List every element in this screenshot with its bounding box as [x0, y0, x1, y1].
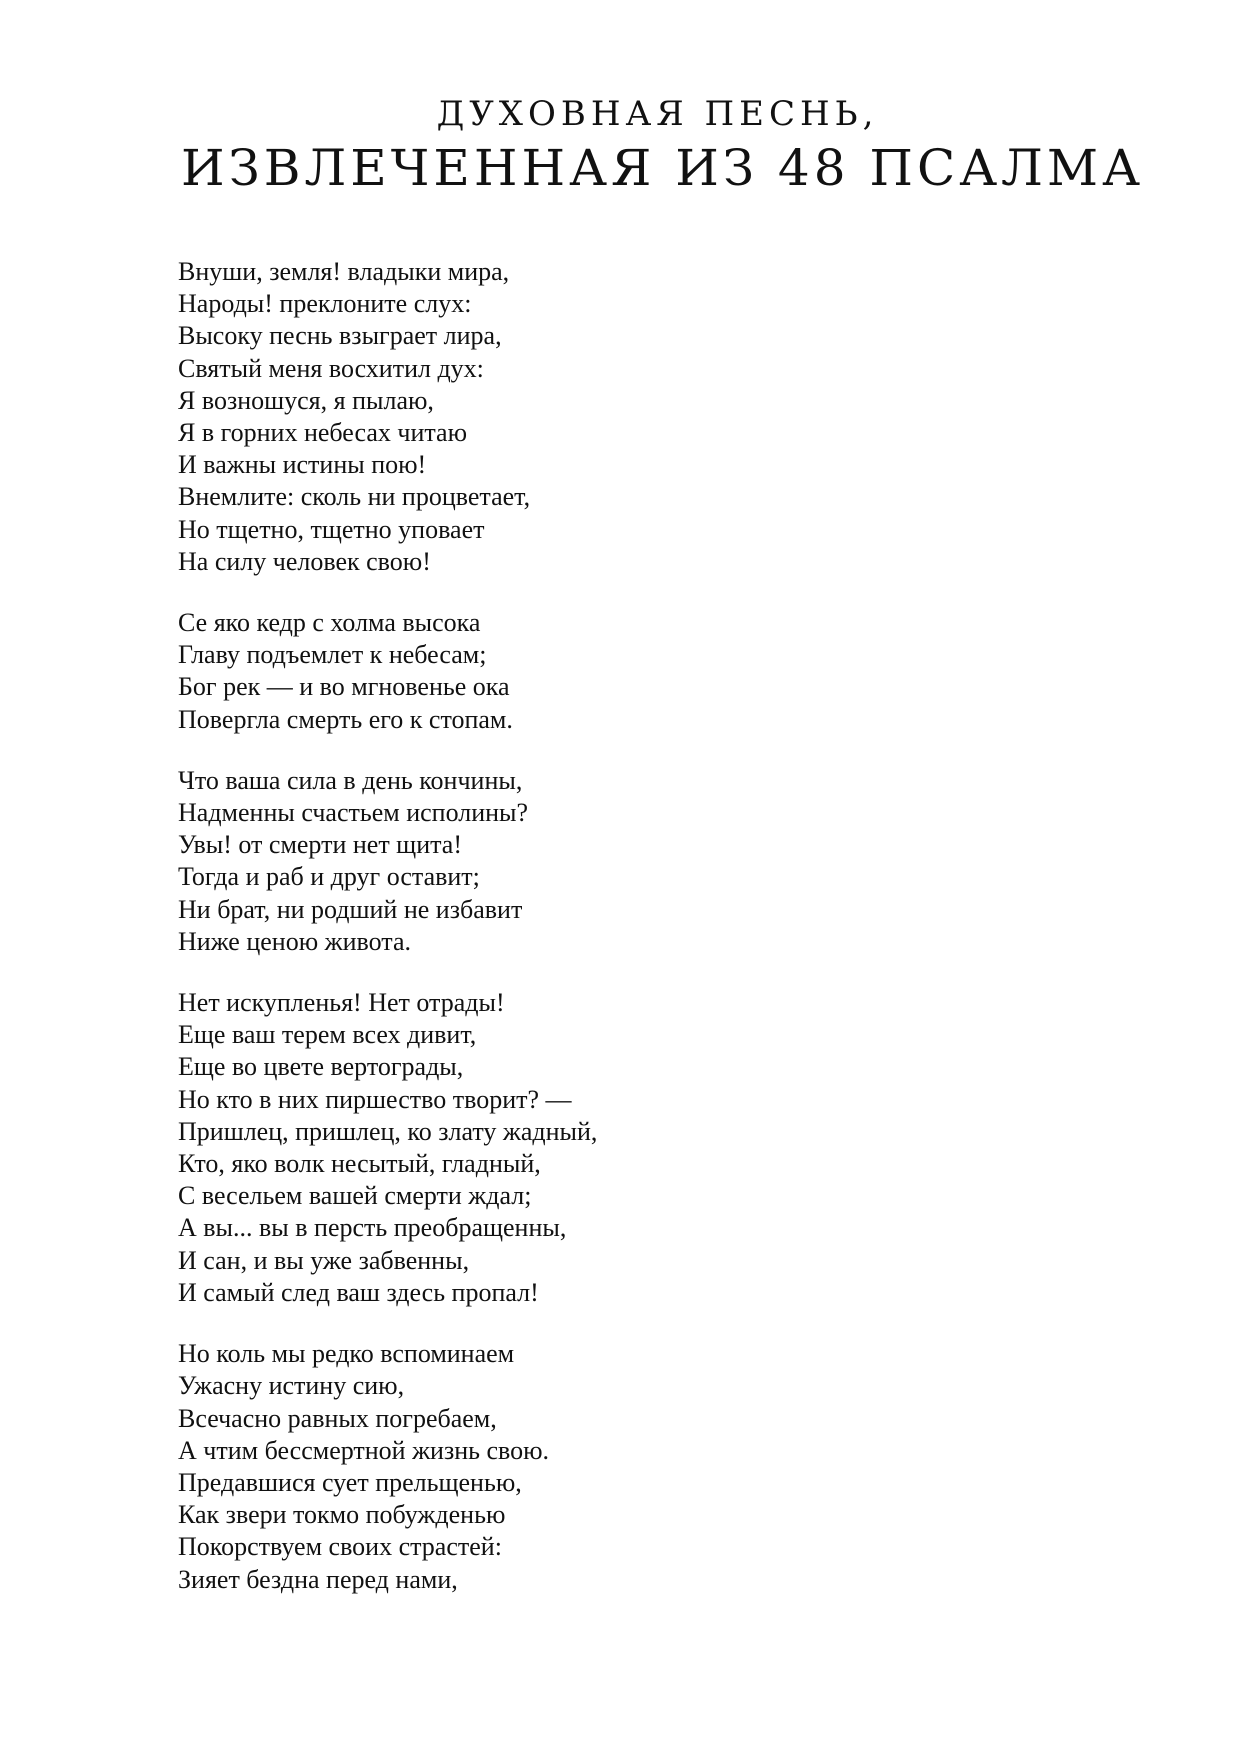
poem-line: Нет искупленья! Нет отрады! — [178, 988, 505, 1018]
poem-line: А вы... вы в персть преобращенны, — [178, 1213, 567, 1243]
poem-line: Я в горних небесах читаю — [178, 418, 468, 448]
stanza-3 — [178, 765, 1078, 958]
poem-line: Надменны счастьем исполины? — [178, 798, 529, 828]
poem-line: Ужасну истину сию, — [178, 1371, 405, 1401]
poem-line: Внемлите: сколь ни процветает, — [178, 482, 531, 512]
stanza-1 — [178, 256, 1078, 578]
poem-line: Что ваша сила в день кончины, — [178, 765, 523, 795]
poem-line: Пришлец, пришлец, ко злату жадный, — [178, 1116, 598, 1146]
poem-line: Повергла смерть его к стопам. — [178, 704, 513, 734]
poem-line: И самый след ваш здесь пропал! — [178, 1277, 539, 1307]
poem-line: Внуши, земля! владыки мира, — [178, 257, 510, 286]
poem-line: Как звери токмо побужденью — [178, 1500, 506, 1530]
poem-line: Еще ваш терем всех дивит, — [178, 1020, 477, 1050]
poem-line: Главу подъемлет к небесам; — [178, 640, 487, 670]
poem-line: Еще во цвете вертограды, — [178, 1052, 464, 1082]
stanza-4 — [178, 987, 1078, 1309]
poem-line: Зияет бездна перед нами, — [178, 1564, 458, 1594]
poem-line: Ниже ценою живота. — [178, 926, 411, 956]
poem-line: Но тщетно, тщетно уповает — [178, 514, 485, 544]
title-line-1: ДУХОВНАЯ ПЕСНЬ, — [436, 94, 879, 134]
poem-line: Кто, яко волк несытый, гладный, — [178, 1149, 541, 1179]
poem-line: Высоку песнь взыграет лира, — [178, 321, 502, 351]
poem-line: Увы! от смерти нет щита! — [178, 830, 462, 860]
poem-line: С весельем вашей смерти ждал; — [178, 1181, 532, 1211]
poem-line: Предавшися сует прельщенью, — [178, 1467, 522, 1497]
poem-line: Я возношуся, я пылаю, — [178, 385, 434, 415]
poem-line: И важны истины пою! — [178, 450, 427, 480]
stanza-2 — [178, 607, 1078, 736]
poem-line: Ни брат, ни родший не избавит — [178, 894, 523, 924]
poem-line: Бог рек — и во мгновенье ока — [178, 672, 510, 702]
poem-line: Всечасно равных погребаем, — [178, 1403, 497, 1433]
poem-line: Тогда и раб и друг оставит; — [178, 862, 480, 892]
poem-line: Но коль мы редко вспоминаем — [178, 1339, 515, 1369]
poem-line: А чтим бессмертной жизнь свою. — [178, 1435, 550, 1465]
stanza-5 — [178, 1338, 1078, 1596]
poem-line: Святый меня восхитил дух: — [178, 353, 484, 383]
title-line-2: ИЗВЛЕЧЕННАЯ ИЗ 48 ПСАЛМА — [181, 139, 1144, 197]
poem-line: Народы! преклоните слух: — [178, 289, 472, 319]
poem-body — [178, 256, 1078, 1625]
poem-line: На силу человек свою! — [178, 546, 431, 576]
poem-line: Се яко кедр с холма высока — [178, 608, 481, 638]
poem-line: И сан, и вы уже забвенны, — [178, 1245, 470, 1275]
poem-line: Но кто в них пиршество творит? — — [178, 1084, 572, 1114]
poem-line: Покорствуем своих страстей: — [178, 1532, 502, 1562]
